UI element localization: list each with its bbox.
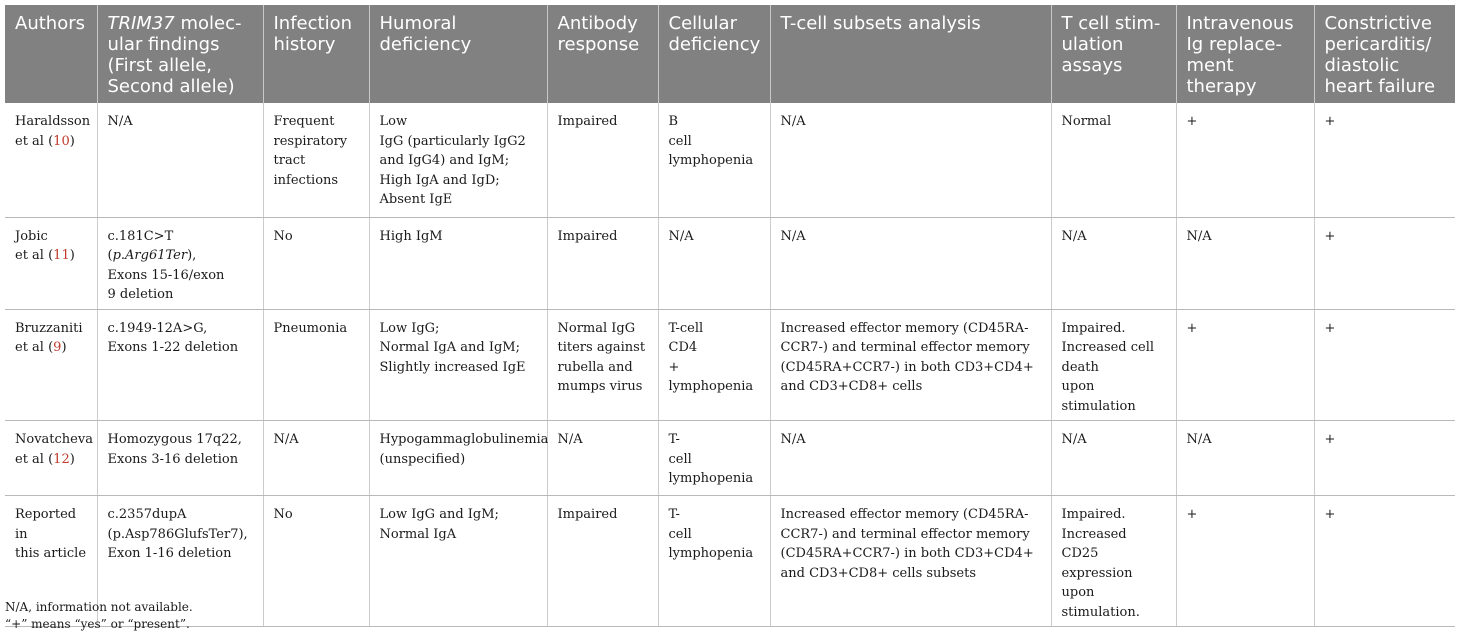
table-footnotes [5, 599, 193, 633]
cell-text-line: expression [1061, 565, 1133, 581]
cell-infection-history [263, 309, 369, 421]
cell-trim37-findings [97, 309, 263, 421]
cell-text-line: + [1186, 114, 1198, 129]
author-text: Jobic [15, 228, 48, 244]
cell-text-line: c.2357dupA [107, 507, 187, 522]
footnote: “+” means “yes” or “present”. [5, 617, 190, 631]
cell-text-line: IgG (particularly IgG2 [379, 133, 526, 149]
cell-infection-history [263, 421, 369, 496]
cell-text-line: High IgA and IgD; [379, 172, 500, 188]
cell-constrictive-pericarditis [1314, 217, 1455, 309]
cell-text-line: Hypogammaglobulinemia [379, 432, 549, 447]
header-line: ulation [1061, 34, 1124, 55]
header-line: deficiency [379, 34, 472, 55]
reference-close: ) [61, 340, 67, 355]
cell-ivig [1176, 496, 1314, 627]
header-line: Infection [273, 13, 353, 34]
cell-text-line: Slightly increased IgE [379, 359, 526, 375]
cell-text-line: c.181C>T [107, 228, 174, 244]
cell-text-line: rubella and [557, 359, 633, 375]
cell-text-line: High IgM [379, 228, 443, 244]
cell-humoral-deficiency [369, 421, 547, 496]
author-text: Haraldsson [15, 114, 91, 129]
cell-text-line: No [273, 228, 293, 244]
cell-text-line: c.1949-12A>G, [107, 320, 208, 336]
cell-antibody-response [547, 103, 658, 217]
cell-antibody-response [547, 496, 658, 627]
header-line: Antibody [557, 13, 638, 34]
cell-text-line: N/A [557, 432, 583, 447]
cell-text-line: Increased CD25 [1061, 526, 1127, 561]
cell-humoral-deficiency [369, 496, 547, 627]
cell-text-line: Impaired [557, 507, 618, 522]
cell-tcell-stimulation [1051, 103, 1176, 217]
cell-text-line: (CD45RA+CCR7-) in both CD3+CD4+ [780, 359, 1034, 375]
cell-text-line: tract [273, 153, 306, 168]
author-text: et al ( [15, 451, 54, 467]
cell-text-line: Exons 1-22 deletion [107, 340, 239, 355]
header-line: Cellular [668, 13, 737, 34]
cell-text-line: N/A [780, 432, 806, 447]
cell-text-line: Low IgG and IgM; [379, 507, 499, 522]
reference-link[interactable]: 10 [53, 133, 70, 149]
author-text: Reported in [15, 507, 77, 542]
cell-text-line: T- [668, 507, 680, 522]
cell-text-line: N/A [1186, 432, 1212, 447]
cell-text-line: + [1186, 507, 1198, 522]
cell-text-line: N/A [1186, 228, 1212, 244]
cell-infection-history [263, 103, 369, 217]
cell-text-line: CCR7-) and terminal effector memory [780, 340, 1030, 355]
cell-tcell-subsets [770, 309, 1051, 421]
header-antibody-response [547, 5, 658, 103]
cell-tcell-stimulation [1051, 421, 1176, 496]
cell-text-line: Exon 1-16 deletion [107, 546, 232, 561]
cell-text-line: CCR7-) and terminal effector memory [780, 526, 1030, 542]
cell-text-line: + [1186, 320, 1198, 336]
header-cellular-deficiency [658, 5, 770, 103]
cell-antibody-response [547, 421, 658, 496]
table-header [5, 5, 1455, 103]
cell-tcell-stimulation [1051, 217, 1176, 309]
table-row [5, 496, 1455, 627]
table-body [5, 103, 1455, 627]
cell-authors [5, 421, 97, 496]
cell-cellular-deficiency [658, 309, 770, 421]
cell-tcell-stimulation [1051, 309, 1176, 421]
cell-text-line: Pneumonia [273, 320, 348, 336]
cell-tcell-subsets [770, 496, 1051, 627]
header-line: response [557, 34, 640, 55]
reference-close: ) [69, 133, 75, 149]
cell-text-line: 9 deletion [107, 287, 174, 302]
header-infection-history [263, 5, 369, 103]
author-text: et al ( [15, 133, 54, 149]
table-row [5, 103, 1455, 217]
cell-text-line: + [1324, 320, 1336, 336]
author-line [15, 132, 87, 152]
cell-text-line: Increased cell [1061, 340, 1155, 355]
header-line: Ig replace- [1186, 34, 1282, 55]
author-line [15, 227, 87, 247]
header-line: Humoral [379, 13, 457, 34]
cell-infection-history [263, 217, 369, 309]
cell-tcell-subsets [770, 421, 1051, 496]
cell-text-line: Impaired. [1061, 320, 1126, 336]
header-line: deficiency [668, 34, 761, 55]
cell-antibody-response [547, 309, 658, 421]
cell-text-line: Normal IgA and IgM; [379, 340, 520, 355]
header-line: assays [1061, 55, 1123, 76]
cell-text-line: Increased effector memory (CD45RA- [780, 507, 1029, 522]
cell-cellular-deficiency [658, 217, 770, 309]
cell-text-line: + [1324, 114, 1336, 129]
header-row [5, 5, 1455, 103]
header-line: T cell stim- [1061, 13, 1161, 34]
cell-text-line: N/A [1061, 432, 1087, 447]
cell-text-line: (unspecified) [379, 451, 466, 467]
cell-cellular-deficiency [658, 496, 770, 627]
cell-cellular-deficiency [658, 421, 770, 496]
cell-antibody-response [547, 217, 658, 309]
cell-text-line: Exons 15-16/exon [107, 267, 225, 283]
cell-text-line: and CD3+CD8+ cells subsets [780, 565, 976, 581]
cell-text-line: N/A [1061, 228, 1087, 244]
cell-text-line: N/A [273, 432, 299, 447]
cell-text-line: (p.Asp786GlufsTer7), [107, 526, 248, 542]
author-text: Bruzzaniti [15, 320, 83, 336]
cell-text-line: Frequent [273, 114, 335, 129]
cell-text-line: Normal IgA [379, 526, 457, 542]
trim37-cases-table [5, 5, 1455, 627]
table-row [5, 309, 1455, 421]
header-tcell-stimulation [1051, 5, 1176, 103]
cell-text-line: Increased effector memory (CD45RA- [780, 320, 1029, 336]
cell-tcell-subsets [770, 103, 1051, 217]
author-text: this article [15, 546, 87, 561]
cell-humoral-deficiency [369, 103, 547, 217]
cell-text-line: lymphopenia [668, 546, 754, 561]
header-line: Authors [15, 13, 85, 34]
cell-constrictive-pericarditis [1314, 496, 1455, 627]
cell-constrictive-pericarditis [1314, 421, 1455, 496]
author-line [15, 505, 87, 544]
cell-text-line: and CD3+CD8+ cells [780, 379, 923, 394]
cell-text-line: titers against [557, 340, 646, 355]
cell-text-line: Normal IgG [557, 320, 636, 336]
cell-text-line: + [1324, 228, 1336, 244]
header-line: Constrictive [1324, 13, 1433, 34]
author-text: et al ( [15, 248, 54, 263]
header-trim37: TRIM37 molec- ular findings (First allele, Second allele) [97, 5, 263, 103]
cell-ivig [1176, 217, 1314, 309]
cell-trim37-findings [97, 103, 263, 217]
header-line: (First allele, [107, 55, 213, 76]
cell-text-line: death [1061, 359, 1099, 375]
header-line: Intravenous [1186, 13, 1294, 34]
cell-trim37-findings [97, 217, 263, 309]
cell-text-line: N/A [780, 114, 806, 129]
cell-text-line: No [273, 507, 293, 522]
cell-text-line: lymphopenia [668, 471, 754, 486]
header-authors [5, 5, 97, 103]
cell-text-line: (CD45RA+CCR7-) in both CD3+CD4+ [780, 546, 1034, 561]
cell-text-line: Impaired [557, 114, 618, 129]
cell-authors [5, 103, 97, 217]
cell-text-line: Normal [1061, 114, 1112, 129]
cell-humoral-deficiency [369, 309, 547, 421]
cell-text-line: Absent IgE [379, 192, 453, 207]
cell-text-line: Low [379, 114, 408, 129]
cell-tcell-stimulation [1051, 496, 1176, 627]
header-line: heart failure [1324, 76, 1436, 97]
cell-constrictive-pericarditis [1314, 103, 1455, 217]
reference-link[interactable]: 9 [53, 340, 62, 355]
cell-text-line: Impaired [557, 228, 618, 244]
header-line: history [273, 34, 336, 55]
cell-text-line: Homozygous 17q22, [107, 432, 242, 447]
cell-text-line: mumps virus [557, 379, 643, 394]
header-ivig [1176, 5, 1314, 103]
footnote: N/A, information not available. [5, 600, 193, 614]
cell-text-line: N/A [780, 228, 806, 244]
author-line [15, 430, 93, 450]
header-line: T-cell subsets analysis [780, 13, 981, 34]
cell-text-line: + lymphopenia [668, 359, 754, 394]
author-text: Novatcheva [15, 432, 93, 447]
reference-link[interactable]: 12 [53, 451, 70, 467]
header-line: ular findings [107, 34, 220, 55]
reference-link[interactable]: 11 [53, 248, 70, 263]
cell-text-line: lymphopenia [668, 153, 754, 168]
header-line: diastolic [1324, 55, 1400, 76]
protein-change: p.Arg61Ter [112, 248, 188, 263]
author-line [15, 544, 87, 564]
cell-text-line: N/A [107, 114, 133, 129]
header-line: Second allele) [107, 76, 235, 97]
cell-text-line: cell [668, 526, 692, 542]
cell-ivig [1176, 309, 1314, 421]
cell-ivig [1176, 103, 1314, 217]
cell-ivig [1176, 421, 1314, 496]
cell-text-line: infections [273, 172, 339, 188]
cell-text-line: T- [668, 432, 680, 447]
cell-text-line: CD4 [668, 340, 698, 355]
table-row [5, 217, 1455, 309]
cell-tcell-subsets [770, 217, 1051, 309]
author-line [15, 246, 87, 266]
reference-close: ) [69, 451, 75, 467]
cell-constrictive-pericarditis [1314, 309, 1455, 421]
cell-text-line: B [668, 114, 679, 129]
gene-name: TRIM37 [107, 13, 175, 34]
cell-text-line: + [1324, 507, 1336, 522]
cell-text-line: respiratory [273, 133, 348, 149]
cell-cellular-deficiency [658, 103, 770, 217]
cell-text-line: and IgG4) and IgM; [379, 153, 510, 168]
header-line: ment therapy [1186, 55, 1257, 97]
header-constrictive-pericarditis [1314, 5, 1455, 103]
author-line [15, 450, 87, 470]
author-text: et al ( [15, 340, 54, 355]
cell-authors [5, 309, 97, 421]
author-line [15, 112, 91, 132]
cell-text-line: Low IgG; [379, 320, 440, 336]
cell-text-line: upon stimulation [1061, 379, 1136, 414]
cell-text-line: T-cell [668, 320, 704, 336]
cell-text-line: N/A [668, 228, 694, 244]
cell-text-line: Exons 3-16 deletion [107, 451, 239, 467]
header-humoral-deficiency [369, 5, 547, 103]
cell-text-line: stimulation. [1061, 604, 1140, 620]
cell-text-line: cell [668, 133, 692, 149]
cell-humoral-deficiency [369, 217, 547, 309]
cell-trim37-findings [97, 421, 263, 496]
author-line [15, 338, 87, 358]
header-tcell-subsets [770, 5, 1051, 103]
cell-authors [5, 217, 97, 309]
table-row [5, 421, 1455, 496]
author-line [15, 319, 87, 339]
cell-text-line: upon [1061, 585, 1095, 600]
cell-text-line: (p.Arg61Ter), [107, 248, 197, 263]
cell-text-line: Impaired. [1061, 507, 1126, 522]
cell-infection-history [263, 496, 369, 627]
header-line: pericarditis/ [1324, 34, 1432, 55]
reference-close: ) [69, 248, 75, 263]
cell-text-line: cell [668, 451, 692, 467]
cell-text-line: + [1324, 432, 1336, 447]
